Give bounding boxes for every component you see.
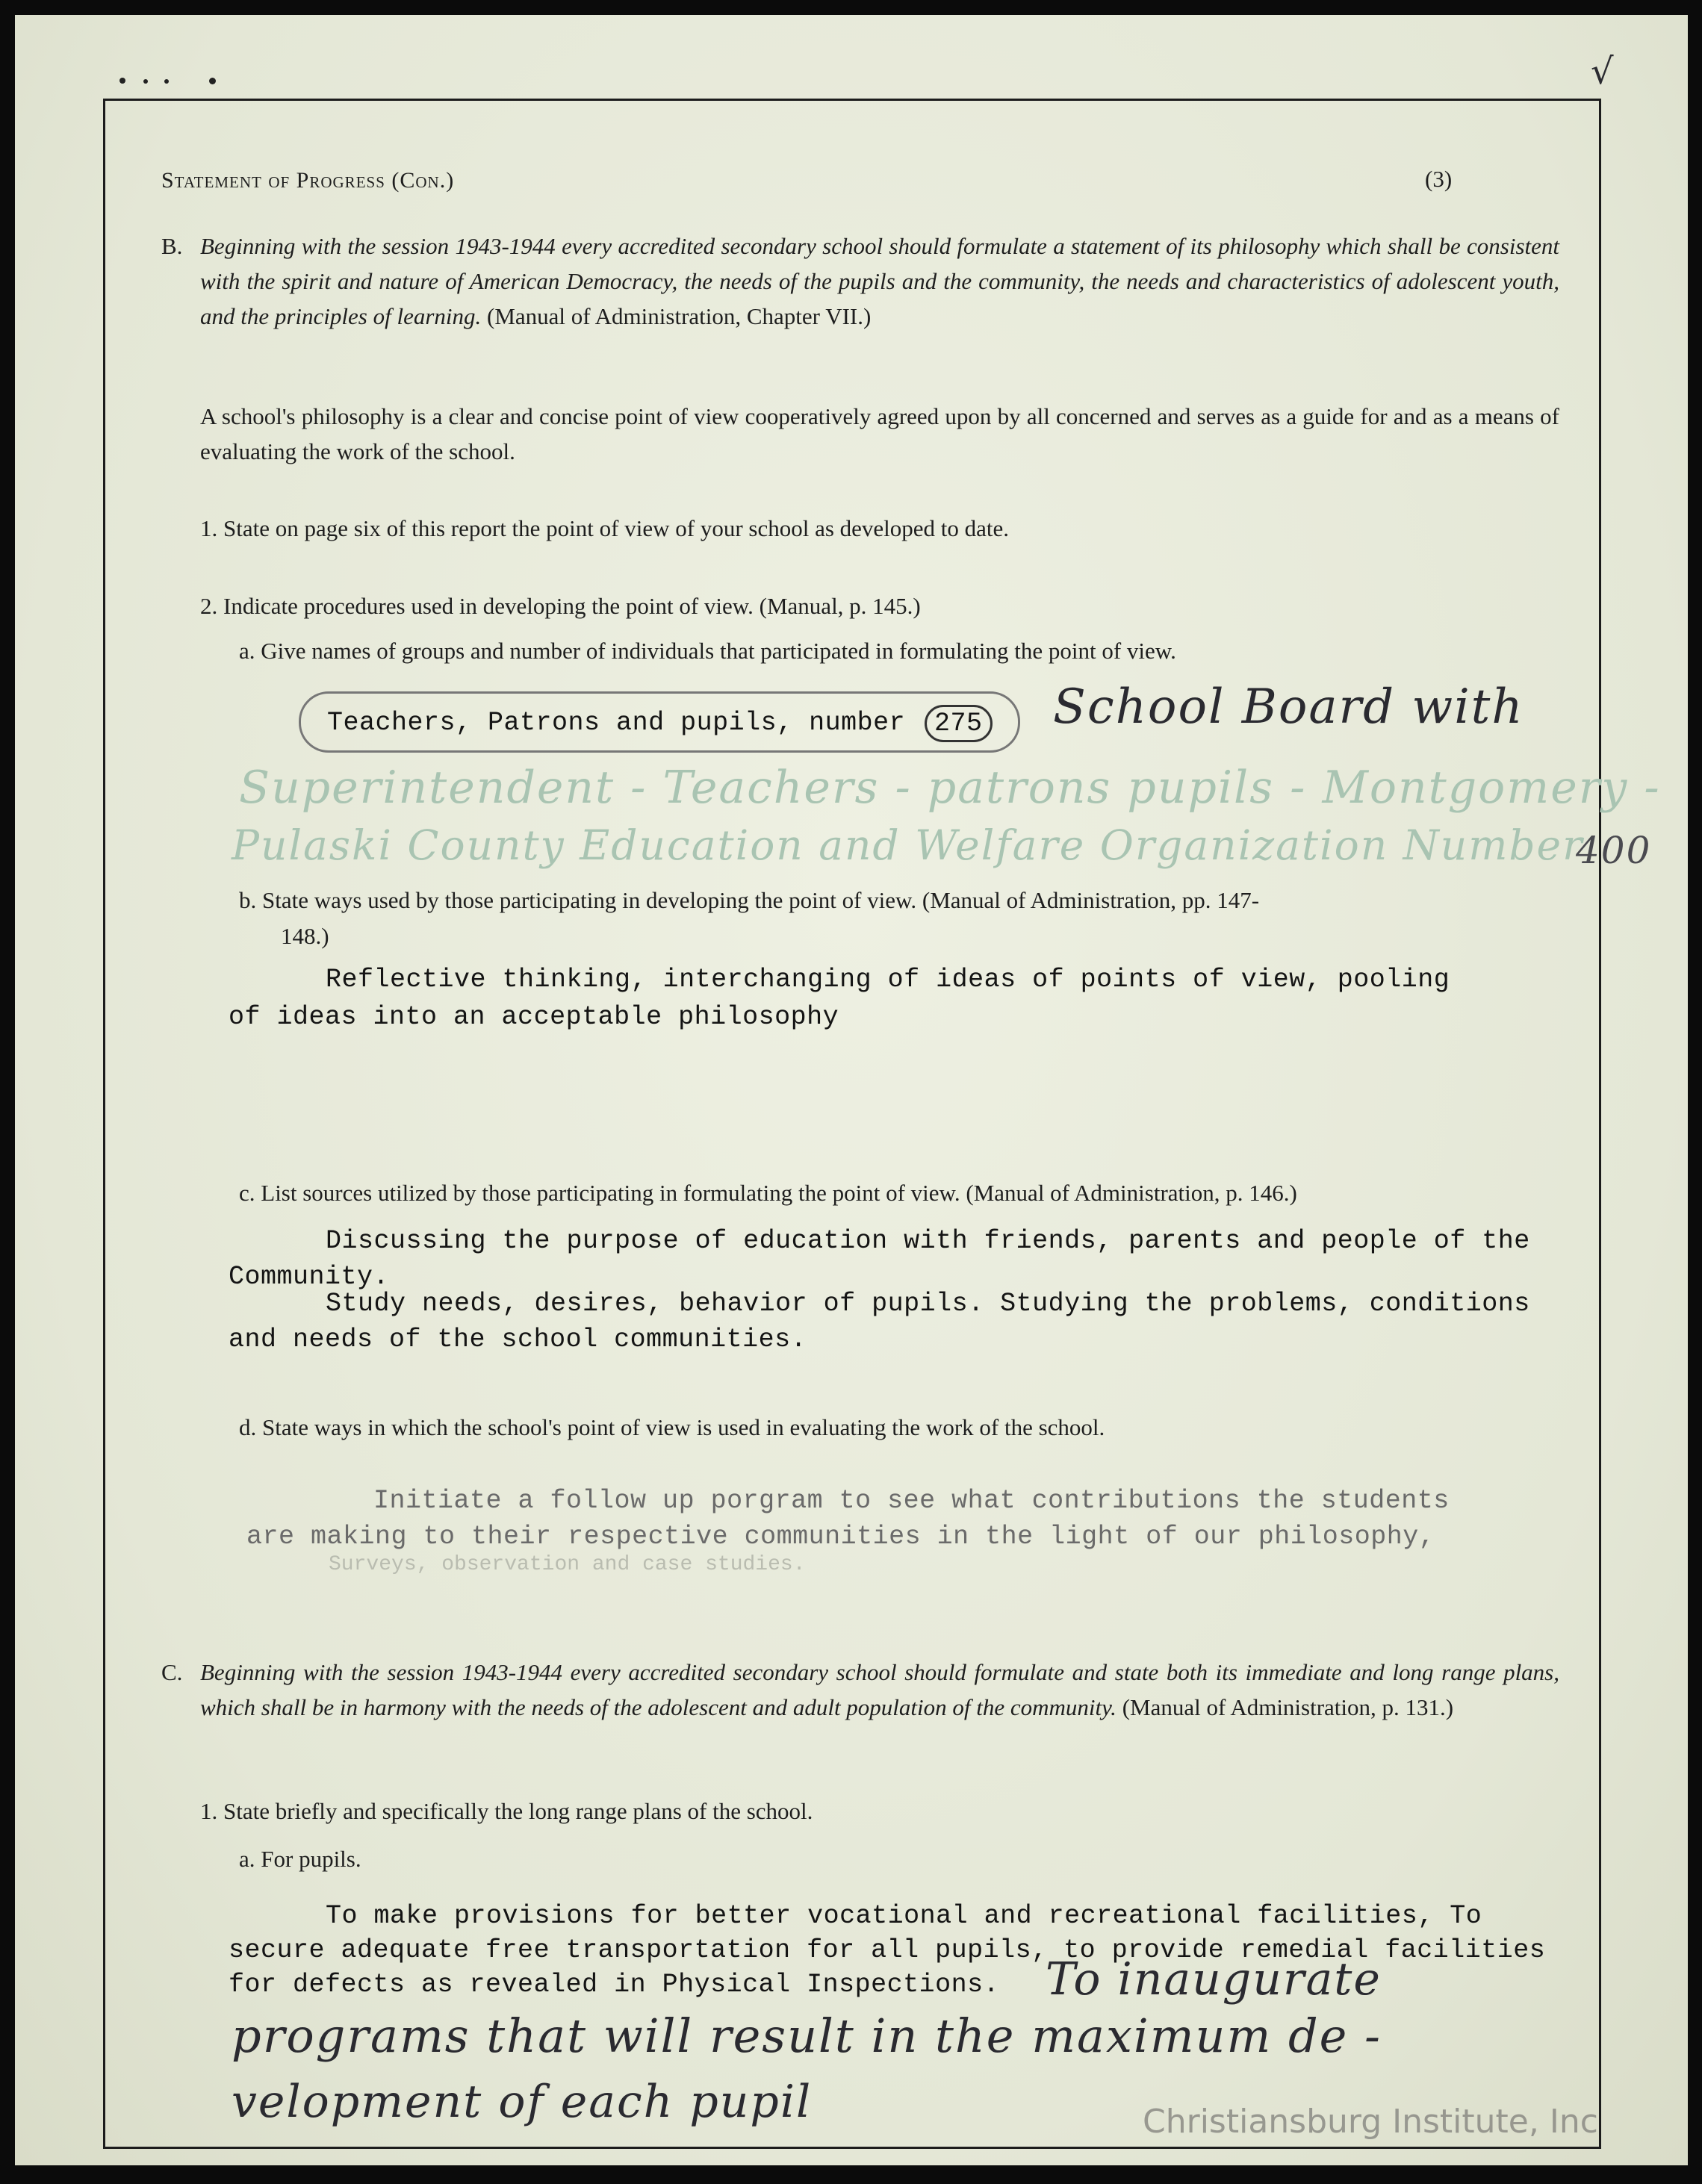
section-b-intro — [200, 228, 1559, 334]
b-item-2b-prompt-1: b. State ways used by those participating in developing the point of view. (Manual of Administration, pp. 147- — [239, 887, 1260, 913]
punch-dot — [209, 78, 216, 84]
section-c-intro — [200, 1655, 1559, 1725]
c-item-1a-prompt: a. For pupils. — [239, 1846, 361, 1872]
document-page — [15, 15, 1688, 2165]
archive-watermark: Christiansburg Institute, Inc — [1143, 2103, 1598, 2141]
b-2c-answer-1: Discussing the purpose of education with friends, parents and people of the — [326, 1226, 1530, 1256]
b-item-2b-prompt-2: 148.) — [281, 923, 329, 949]
handwritten-plan-1: To inaugurate — [1046, 1953, 1382, 2006]
handwritten-plan-3: velopment of each pupil — [232, 2076, 813, 2128]
c-1a-answer-3: for defects as revealed in Physical Inspections. — [229, 1970, 1000, 2000]
handwritten-plan-2: programs that will result in the maximum de - — [232, 2009, 1382, 2063]
b-2d-answer-1: Initiate a follow up porgram to see what contributions the students — [373, 1486, 1450, 1516]
handwritten-note-school-board: School Board with — [1053, 679, 1524, 735]
handwritten-note-groups-2: Pulaski County Education and Welfare Organization Number — [232, 821, 1584, 869]
page-number: (3) — [1425, 166, 1453, 192]
philosophy-definition: A school's philosophy is a clear and concise point of view cooperatively agreed upon by all concerned and serves as a guide for and as a means of evaluating the work of the school. — [200, 403, 1559, 464]
punch-dot — [119, 78, 125, 84]
section-c-intro-ref: (Manual of Administration, p. 131.) — [1122, 1694, 1454, 1720]
handwritten-note-groups-1: Superintendent - Teachers - patrons pupils - Montgomery - — [239, 762, 1661, 814]
punch-dot — [164, 79, 169, 84]
check-mark: √ — [1591, 51, 1615, 93]
b-2b-answer-2: of ideas into an acceptable philosophy — [229, 1002, 839, 1032]
c-item-1: 1. State briefly and specifically the long range plans of the school. — [200, 1798, 813, 1824]
section-b-intro-text: Beginning with the session 1943-1944 every accredited secondary school should formulate a statement of its philosophy which shall be consistent with the spirit and nature of American Democracy, the needs of the pupils and the community, the needs and characteristics of adolescent youth, and the principles of learning. — [200, 233, 1559, 329]
section-b-intro-ref: (Manual of Administration, Chapter VII.) — [487, 303, 872, 329]
b-2d-answer-3: Surveys, observation and case studies. — [329, 1553, 806, 1576]
section-b-letter: B. — [161, 233, 183, 259]
b-item-2d-prompt: d. State ways in which the school's point of view is used in evaluating the work of the school. — [239, 1414, 1105, 1440]
b-2a-answer: Teachers, Patrons and pupils, number — [327, 708, 906, 738]
b-item-1: 1. State on page six of this report the point of view of your school as developed to date. — [200, 515, 1010, 541]
b-2b-answer-1: Reflective thinking, interchanging of ideas of points of view, pooling — [326, 965, 1450, 995]
b-2c-answer-4: and needs of the school communities. — [229, 1325, 807, 1354]
b-2c-answer-2: Community. — [229, 1262, 390, 1292]
section-c-letter: C. — [161, 1659, 183, 1685]
participant-count: 275 — [925, 705, 993, 742]
b-2c-answer-3: Study needs, desires, behavior of pupils. Studying the problems, conditions — [326, 1289, 1530, 1319]
b-2d-answer-2: are making to their respective communities in the light of our philosophy, — [246, 1522, 1435, 1552]
punch-dot — [143, 79, 148, 84]
page-title: Statement of Progress (Con.) — [161, 168, 455, 193]
handwritten-number: 400 — [1576, 829, 1652, 872]
b-item-2c-prompt: c. List sources utilized by those participating in formulating the point of view. (Manual of Administration, p. 146.) — [239, 1180, 1297, 1206]
b-item-2: 2. Indicate procedures used in developing the point of view. (Manual, p. 145.) — [200, 593, 921, 619]
b-item-2a-prompt: a. Give names of groups and number of individuals that participated in formulating the point of view. — [239, 638, 1176, 664]
c-1a-answer-1: To make provisions for better vocational and recreational facilities, To — [326, 1901, 1482, 1931]
section-c-intro-text: Beginning with the session 1943-1944 every accredited secondary school should formulate and state both its immediate and long range plans, which shall be in harmony with the needs of the adolescent and adult population of the community. — [200, 1659, 1559, 1720]
c-1a-answer-2: secure adequate free transportation for all pupils, to provide remedial facilities — [229, 1935, 1546, 1965]
